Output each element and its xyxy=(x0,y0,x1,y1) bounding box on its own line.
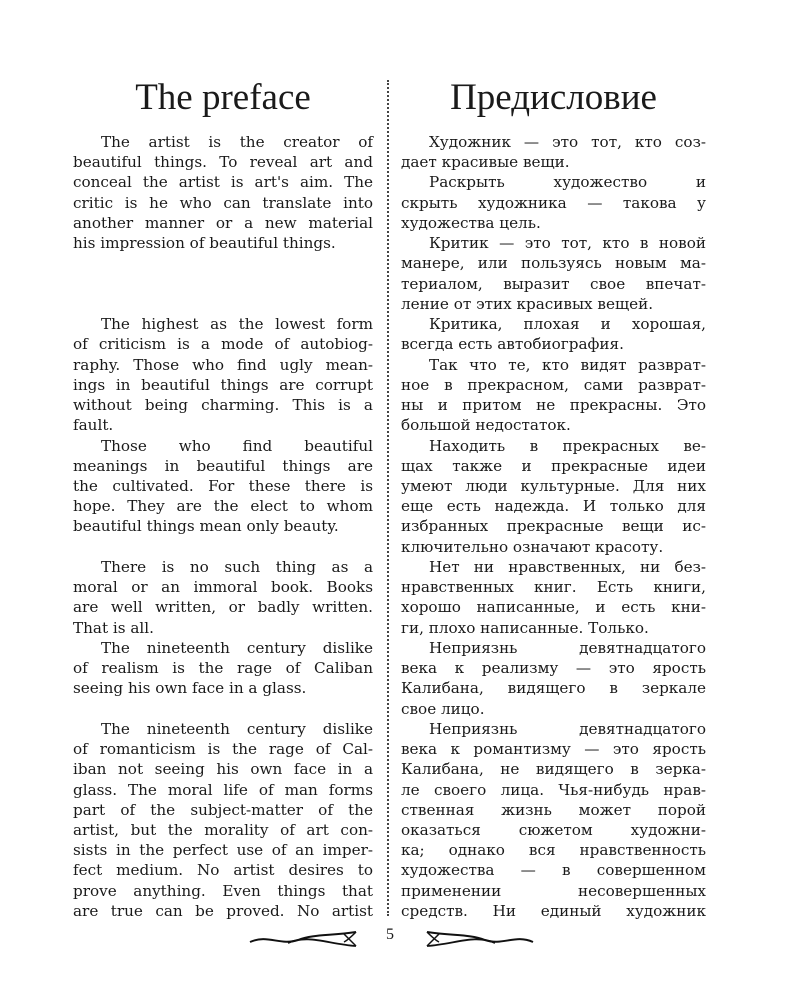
text-line: beautiful things mean only beauty. xyxy=(73,517,339,536)
text-line: Критика, плохая и хорошая, xyxy=(429,315,706,334)
text-line: beautiful things. To reveal art and xyxy=(73,153,373,172)
text-line: Калибана, не видящего в зерка- xyxy=(401,760,706,779)
text-line: средств. Ни единый художник xyxy=(401,901,706,920)
text-line: ление от этих красивых вещей. xyxy=(401,294,654,313)
text-line: щах также и прекрасные идеи xyxy=(401,456,706,475)
text-line: That is all. xyxy=(73,618,154,637)
page-title-russian: Предисловие xyxy=(450,77,657,118)
text-line: The nineteenth century dislike xyxy=(101,638,373,657)
page-number: 5 xyxy=(386,926,394,943)
text-line: The highest as the lowest form xyxy=(101,315,373,334)
text-line: of criticism is a mode of autobiog- xyxy=(73,335,373,354)
text-line: Так что те, кто видят разврат- xyxy=(429,355,706,374)
text-line: part of the subject-matter of the xyxy=(73,800,373,819)
text-line: fault. xyxy=(73,416,114,435)
text-line: Those who find beautiful xyxy=(101,436,373,455)
text-line: of realism is the rage of Caliban xyxy=(73,659,373,678)
text-line: conceal the artist is art's aim. The xyxy=(73,173,373,192)
text-line: sists in the perfect use of an imper- xyxy=(73,841,373,860)
text-line: избранных прекрасные вещи ис- xyxy=(401,517,706,536)
left-ornament-icon xyxy=(248,928,360,950)
text-line: ное в прекрасном, сами разврат- xyxy=(401,375,706,394)
text-line: манере, или пользуясь новым ма- xyxy=(401,254,706,273)
text-line: without being charming. This is a xyxy=(73,396,373,415)
page-title-english: The preface xyxy=(135,77,311,118)
text-line: ключительно означают красоту. xyxy=(401,537,664,556)
text-line: prove anything. Even things that xyxy=(73,881,373,900)
text-line: ственная жизнь может порой xyxy=(401,800,706,819)
text-line: of romanticism is the rage of Cal- xyxy=(73,740,373,759)
text-line: свое лицо. xyxy=(401,699,485,718)
text-line: ле своего лица. Чья-нибудь нрав- xyxy=(401,780,706,799)
text-line: ны и притом не прекрасны. Это xyxy=(401,396,706,415)
text-line: Раскрыть художество и xyxy=(429,173,706,192)
text-line: The artist is the creator of xyxy=(101,133,373,151)
text-line: применении несовершенных xyxy=(401,881,706,900)
text-line: the cultivated. For these there is xyxy=(73,476,373,495)
text-line: critic is he who can translate into xyxy=(73,193,373,212)
text-line: are true can be proved. No artist xyxy=(73,901,373,920)
blank-line xyxy=(73,537,373,557)
text-line: художества цель. xyxy=(401,213,541,232)
text-line: хорошо написанные, и есть кни- xyxy=(401,598,706,617)
text-line: века к романтизму — это ярость xyxy=(401,740,706,759)
text-line: всегда есть автобиография. xyxy=(401,335,624,354)
text-line: artist, but the morality of art con- xyxy=(73,820,373,839)
text-line: are well written, or badly written. xyxy=(73,598,373,617)
text-line: Художник — это тот, кто соз- xyxy=(429,133,706,151)
text-line: дает красивые вещи. xyxy=(401,153,570,172)
text-line: iban not seeing his own face in a xyxy=(73,760,373,779)
text-line: raphy. Those who find ugly mean- xyxy=(73,355,373,374)
column-divider xyxy=(387,80,389,916)
english-text-column xyxy=(73,132,373,921)
text-line: териалом, выразит свое впечат- xyxy=(401,274,706,293)
text-line: There is no such thing as a xyxy=(101,557,373,576)
right-ornament-icon xyxy=(423,928,535,950)
text-line: another manner or a new material xyxy=(73,213,373,232)
text-line: умеют люди культурные. Для них xyxy=(401,476,706,495)
text-line: seeing his own face in a glass. xyxy=(73,679,307,698)
text-line: meanings in beautiful things are xyxy=(73,456,373,475)
text-line: еще есть надежда. И только для xyxy=(401,497,706,516)
text-line: hope. They are the elect to whom xyxy=(73,497,373,516)
text-line: ings in beautiful things are corrupt xyxy=(73,375,373,394)
blank-line xyxy=(73,253,373,273)
text-line: The nineteenth century dislike xyxy=(101,719,373,738)
text-line: оказаться сюжетом художни- xyxy=(401,820,706,839)
text-line: ка; однако вся нравственность xyxy=(401,841,706,860)
blank-line xyxy=(73,699,373,719)
text-line: Калибана, видящего в зеркале xyxy=(401,679,706,698)
text-line: his impression of beautiful things. xyxy=(73,234,336,253)
text-line: нравственных книг. Есть книги, xyxy=(401,578,706,597)
text-line: ги, плохо написанные. Только. xyxy=(401,618,649,637)
text-line: Находить в прекрасных ве- xyxy=(429,436,706,455)
blank-line xyxy=(73,274,373,294)
text-line: Критик — это тот, кто в новой xyxy=(429,234,706,253)
text-line: Неприязнь девятнадцатого xyxy=(429,719,706,738)
text-line: скрыть художника — такова у xyxy=(401,193,706,212)
text-line: glass. The moral life of man forms xyxy=(73,780,373,799)
text-line: fect medium. No artist desires to xyxy=(73,861,373,880)
text-line: Неприязнь девятнадцатого xyxy=(429,638,706,657)
blank-line xyxy=(73,294,373,314)
text-line: века к реализму — это ярость xyxy=(401,659,706,678)
text-line: большой недостаток. xyxy=(401,416,571,435)
text-line: художества — в совершенном xyxy=(401,861,706,880)
text-line: moral or an immoral book. Books xyxy=(73,578,373,597)
russian-text-column xyxy=(401,132,706,921)
text-line: Нет ни нравственных, ни без- xyxy=(429,557,706,576)
